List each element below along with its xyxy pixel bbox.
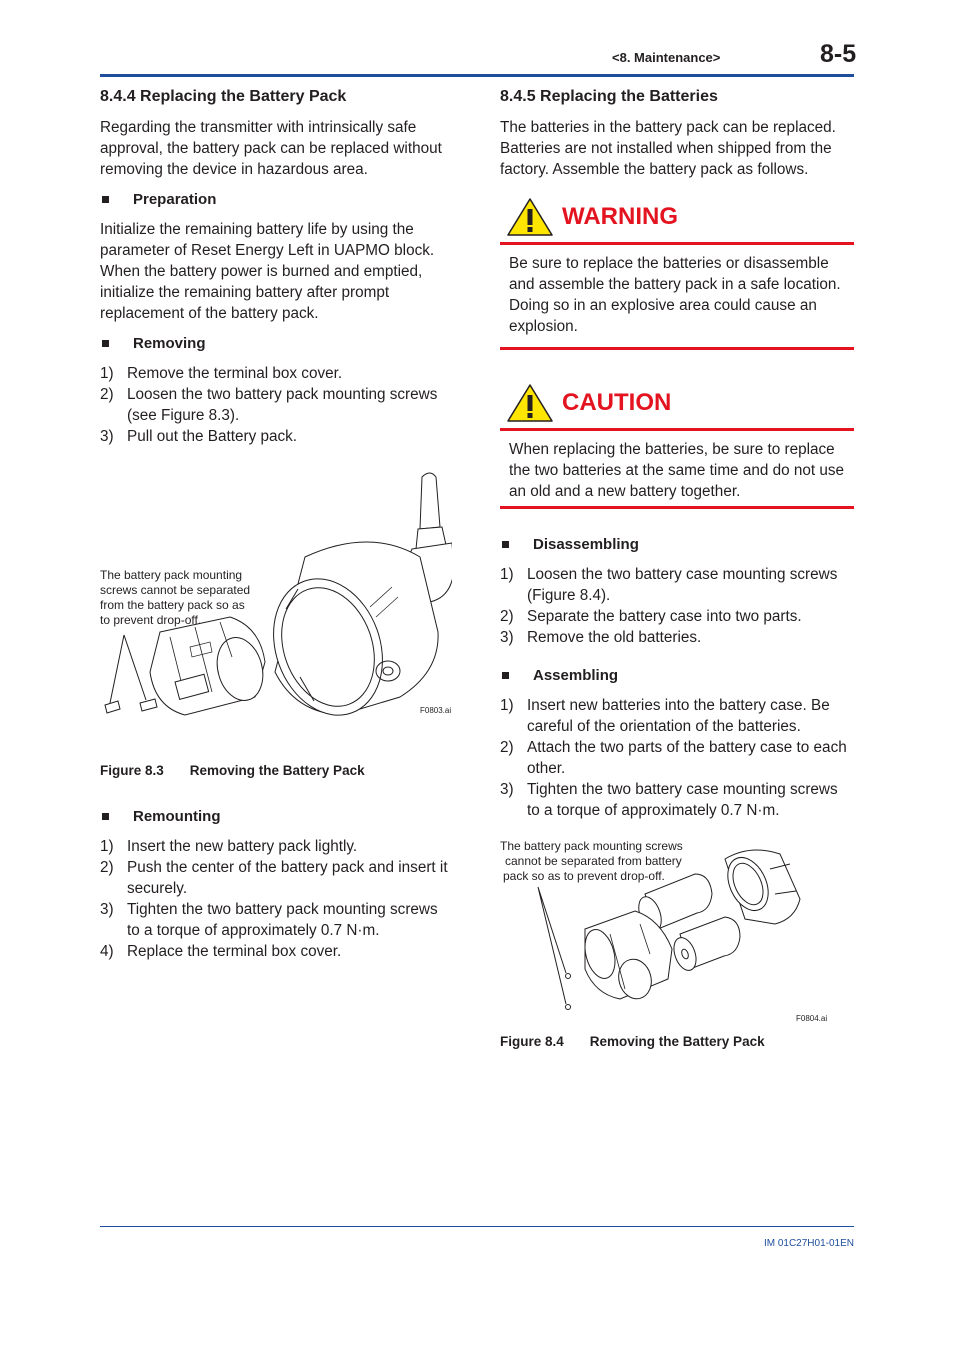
intro-paragraph: Regarding the transmitter with intrinsically safe approval, the battery pack can be replaced without removing the device in hazardous area. <box>100 119 442 178</box>
red-divider <box>500 506 854 509</box>
remounting-steps <box>100 836 452 962</box>
figure-file-name: F0803.ai <box>420 706 452 715</box>
intro-paragraph: The batteries in the battery pack can be replaced. Batteries are not installed when shipped from the factory. Assemble the battery pack as follows. <box>500 119 836 178</box>
list-item: 1) Remove the terminal box cover. <box>100 365 343 382</box>
figure-file-name: F0804.ai <box>796 1014 828 1023</box>
list-item: 3) Tighten the two battery case mounting screws to a torque of approximately 0.7 N·m. <box>500 781 838 819</box>
figure-8-3 <box>100 457 452 735</box>
subhead-disassembling: Disassembling <box>500 535 854 555</box>
footer-rule <box>100 1226 854 1227</box>
list-item: 2) Attach the two parts of the battery case to each other. <box>500 739 847 777</box>
caution-title: CAUTION <box>562 389 672 416</box>
list-item: 1) Insert the new battery pack lightly. <box>100 838 358 855</box>
right-column <box>500 87 854 1051</box>
list-item: 1) Loosen the two battery case mounting screws (Figure 8.4). <box>500 566 838 604</box>
warning-text: Be sure to replace the batteries or disassemble and assemble the battery pack in a safe location. Doing so in an explosive area could cause an explosion. <box>509 255 841 335</box>
bullet-square-icon <box>102 340 109 347</box>
list-item: 2) Loosen the two battery pack mounting screws (see Figure 8.3). <box>100 386 438 424</box>
section-heading-8-4-4: 8.4.4 Replacing the Battery Pack <box>100 88 347 105</box>
caution-triangle-icon <box>506 383 554 423</box>
bullet-square-icon <box>102 813 109 820</box>
assembling-steps <box>500 695 854 821</box>
caution-text: When replacing the batteries, be sure to replace the two batteries at the same time and do not use an old and a new battery together. <box>509 441 845 500</box>
bullet-square-icon <box>502 541 509 548</box>
caution-box <box>500 378 854 509</box>
document-id: IM 01C27H01-01EN <box>763 1238 854 1249</box>
list-item: 3) Pull out the Battery pack. <box>100 428 298 445</box>
bullet-square-icon <box>102 196 109 203</box>
subhead-remounting: Remounting <box>100 807 452 827</box>
subhead-removing: Removing <box>100 334 452 354</box>
warning-box <box>500 192 854 350</box>
section-title: <8. Maintenance> <box>612 50 721 65</box>
bullet-square-icon <box>502 672 509 679</box>
figure-callout: The battery pack mounting screws cannot be separated from battery pack so as to prevent drop-off. <box>500 839 683 883</box>
list-item: 3) Tighten the two battery pack mounting screws to a torque of approximately 0.7 N·m. <box>100 901 438 939</box>
figure-caption: Figure 8.3 Removing the Battery Pack <box>100 763 365 778</box>
subhead-assembling: Assembling <box>500 666 854 686</box>
page-number: 8-5 <box>820 40 857 68</box>
header-rule <box>100 74 854 77</box>
warning-triangle-icon <box>506 197 554 237</box>
preparation-text: Initialize the remaining battery life by using the parameter of Reset Energy Left in UAPMO block. When the battery power is burned and emptied, initialize the remaining battery after prompt replacement of the battery pack. <box>100 221 435 322</box>
subhead-preparation: Preparation <box>100 190 452 210</box>
warning-title: WARNING <box>562 203 678 230</box>
list-item: 2) Push the center of the battery pack and insert it securely. <box>100 859 448 897</box>
removing-steps <box>100 363 452 447</box>
red-divider <box>500 347 854 350</box>
list-item: 1) Insert new batteries into the battery case. Be careful of the orientation of the batteries. <box>500 697 830 735</box>
list-item: 3) Remove the old batteries. <box>500 629 702 646</box>
section-heading-8-4-5: 8.4.5 Replacing the Batteries <box>500 88 718 105</box>
figure-caption: Figure 8.4 Removing the Battery Pack <box>500 1034 765 1049</box>
figure-8-4 <box>500 839 854 1029</box>
list-item: 2) Separate the battery case into two parts. <box>500 608 802 625</box>
disassembling-steps <box>500 564 854 648</box>
left-column <box>100 87 452 972</box>
figure-callout: The battery pack mounting screws cannot be separated from the battery pack so as to prevent drop-off. <box>100 568 251 627</box>
list-item: 4) Replace the terminal box cover. <box>100 943 342 960</box>
